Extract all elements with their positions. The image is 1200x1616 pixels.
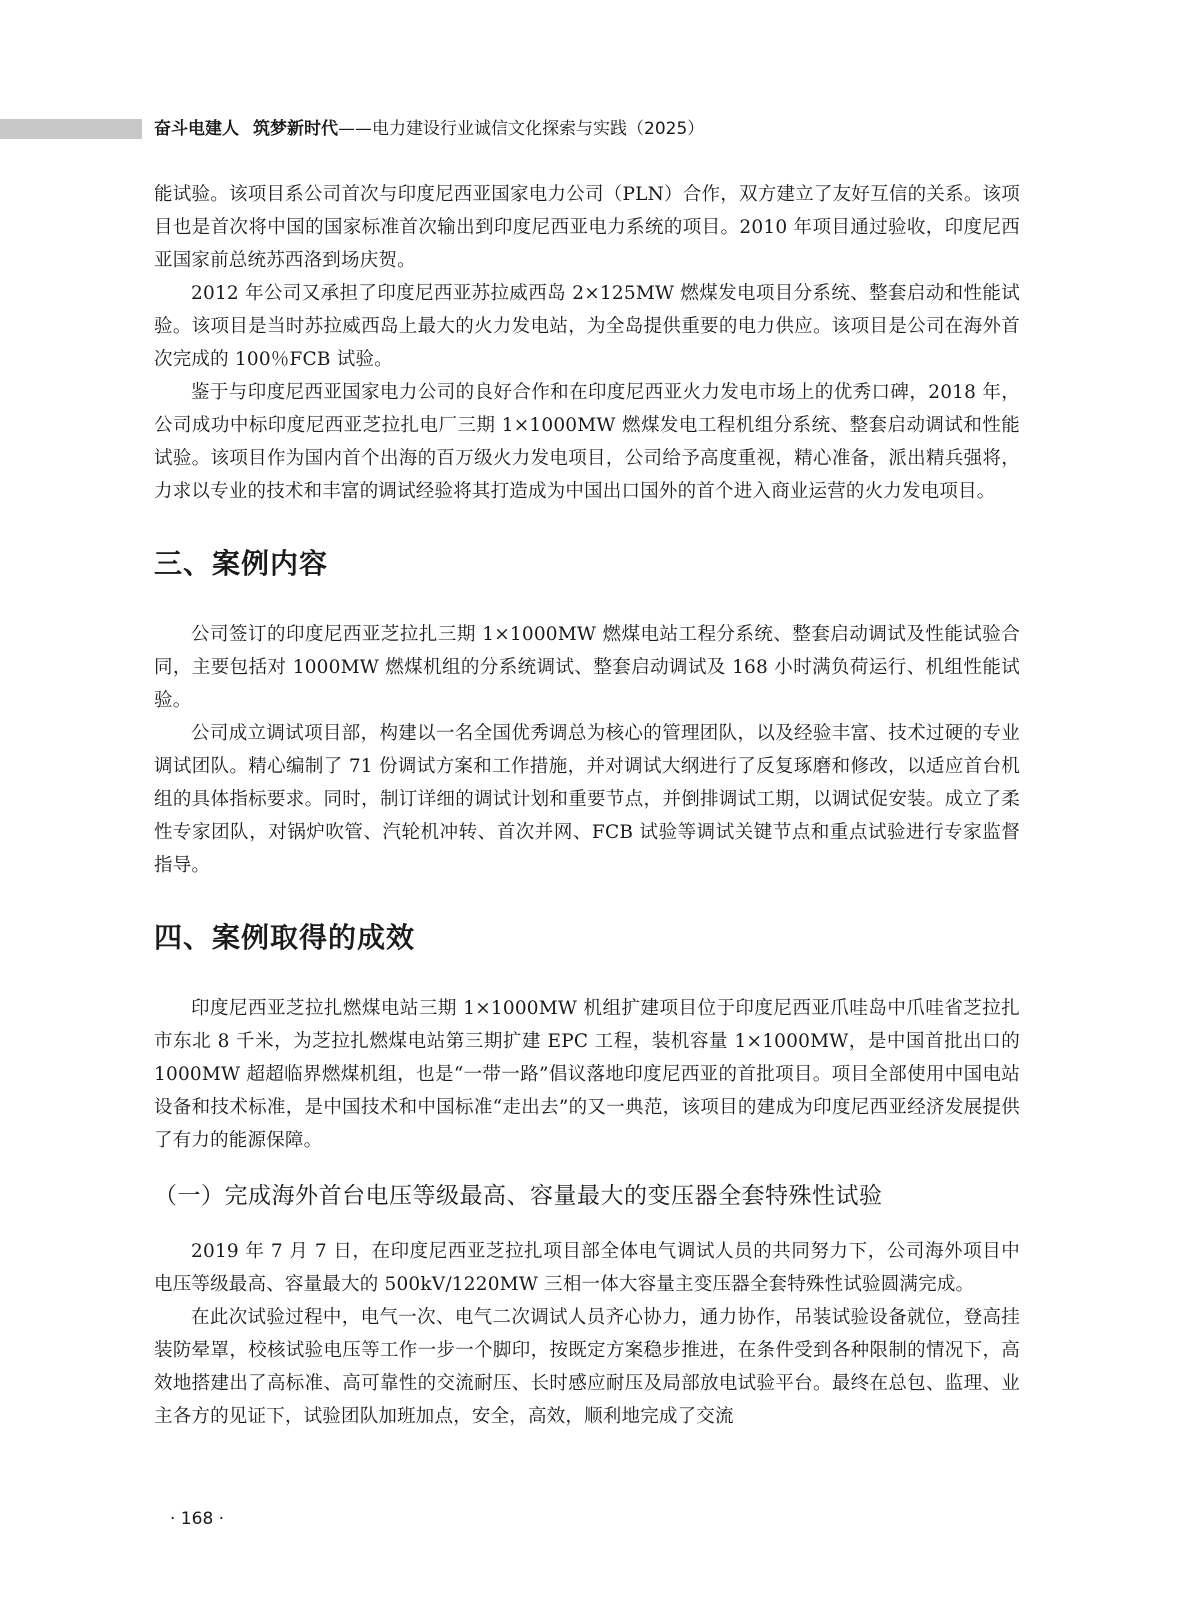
header-subtitle: ——电力建设行业诚信文化探索与实践（2025）: [338, 119, 705, 139]
subsection-heading-1: （一）完成海外首台电压等级最高、容量最大的变压器全套特殊性试验: [154, 1183, 883, 1209]
paragraph: 鉴于与印度尼西亚国家电力公司的良好合作和在印度尼西亚火力发电市场上的优秀口碑，2018 年，公司成功中标印度尼西亚芝拉扎电厂三期 1×1000MW 燃煤发电工程机组分系统、整套启动调试和性能试验。该项目作为国内首个出海的百万级火力发电项目，公司给予高度重视，精心准备，派出精兵强将，力求以专业的技术和丰富的调试经验将其打造成为中国出口国外的首个进入商业运营的火力发电项目。: [154, 382, 1020, 502]
running-header: [154, 116, 704, 142]
section-heading-4: 四、案例取得的成效: [154, 921, 416, 954]
header-title-part2: 筑梦新时代: [253, 119, 338, 139]
paragraph: 公司签订的印度尼西亚芝拉扎三期 1×1000MW 燃煤电站工程分系统、整套启动调试及性能试验合同，主要包括对 1000MW 燃煤机组的分系统调试、整套启动调试及 168 小时满负荷运行、机组性能试验。: [154, 624, 1020, 711]
paragraph: 2019 年 7 月 7 日，在印度尼西亚芝拉扎项目部全体电气调试人员的共同努力下，公司海外项目中电压等级最高、容量最大的 500kV/1220MW 三相一体大容量主变压器全套特殊性试验圆满完成。: [154, 1241, 1020, 1295]
paragraph: 能试验。该项目系公司首次与印度尼西亚国家电力公司（PLN）合作，双方建立了友好互信的关系。该项目也是首次将中国的国家标准首次输出到印度尼西亚电力系统的项目。2010 年项目通过验收，印度尼西亚国家前总统苏西洛到场庆贺。: [154, 184, 1020, 271]
page-body: [154, 178, 1020, 1433]
header-title-part1: 奋斗电建人: [154, 119, 239, 139]
paragraph: 2012 年公司又承担了印度尼西亚苏拉威西岛 2×125MW 燃煤发电项目分系统、整套启动和性能试验。该项目是当时苏拉威西岛上最大的火力发电站，为全岛提供重要的电力供应。该项目是公司在海外首次完成的 100％FCB 试验。: [154, 283, 1020, 370]
paragraph: 印度尼西亚芝拉扎燃煤电站三期 1×1000MW 机组扩建项目位于印度尼西亚爪哇岛中爪哇省芝拉扎市东北 8 千米，为芝拉扎燃煤电站第三期扩建 EPC 工程，装机容量 1×1000MW，是中国首批出口的 1000MW 超超临界燃煤机组，也是“一带一路”倡议落地印度尼西亚的首批项目。项目全部使用中国电站设备和技术标准，是中国技术和中国标准“走出去”的又一典范，该项目的建成为印度尼西亚经济发展提供了有力的能源保障。: [154, 998, 1020, 1151]
paragraph: 在此次试验过程中，电气一次、电气二次调试人员齐心协力，通力协作，吊装试验设备就位，登高挂装防晕罩，校核试验电压等工作一步一个脚印，按既定方案稳步推进，在条件受到各种限制的情况下，高效地搭建出了高标准、高可靠性的交流耐压、长时感应耐压及局部放电试验平台。最终在总包、监理、业主各方的见证下，试验团队加班加点，安全，高效，顺利地完成了交流: [154, 1307, 1020, 1427]
header-decorative-bar: [0, 119, 142, 139]
paragraph: 公司成立调试项目部，构建以一名全国优秀调总为核心的管理团队，以及经验丰富、技术过硬的专业调试团队。精心编制了 71 份调试方案和工作措施，并对调试大纲进行了反复琢磨和修改，以适应首台机组的具体指标要求。同时，制订详细的调试计划和重要节点，并倒排调试工期，以调试促安装。成立了柔性专家团队，对锅炉吹管、汽轮机冲转、首次并网、FCB 试验等调试关键节点和重点试验进行专家监督指导。: [154, 723, 1020, 876]
section-heading-3: 三、案例内容: [154, 547, 329, 580]
page-number: · 168 ·: [170, 1509, 225, 1529]
